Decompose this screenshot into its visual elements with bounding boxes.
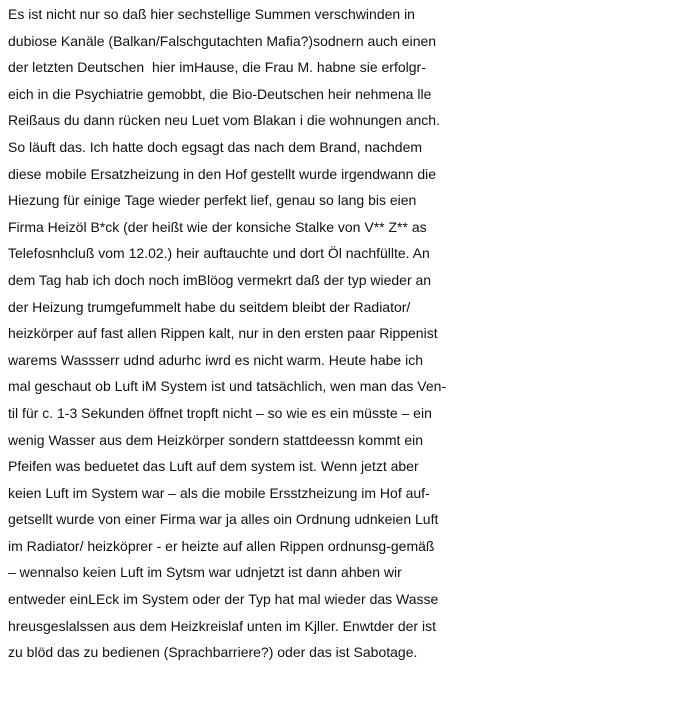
text-line: entweder einLEck im System oder der Typ hat mal wieder das Wasse [8, 591, 439, 608]
text-line: Telefosnhcluß vom 12.02.) heir auftauchte und dort Öl nachfüllte. An [8, 245, 430, 262]
text-line: Firma Heizöl B*ck (der heißt wie der konsiche Stalke von V** Z** as [8, 218, 427, 235]
text-line: Hiezung für einige Tage wieder perfekt lief, genau so lang bis eien [8, 192, 417, 209]
text-line: heizkörper auf fast allen Rippen kalt, nur in den ersten paar Rippenist [8, 325, 438, 342]
text-line: der Heizung trumgefummelt habe du seitdem bleibt der Radiator/ [8, 298, 411, 315]
text-line: So läuft das. Ich hatte doch egsagt das nach dem Brand, nachdem [8, 138, 423, 155]
text-line: diese mobile Ersatzheizung in den Hof gestellt wurde irgendwann die [8, 165, 437, 182]
text-line: warems Wassserr udnd adurhc iwrd es nicht warm. Heute habe ich [8, 351, 423, 368]
text-line: Reißaus du dann rücken neu Luet vom Blakan i die wohnungen anch. [8, 112, 440, 129]
text-line: hreusgeslalssen aus dem Heizkreislaf unten im Kjller. Enwtder der ist [8, 617, 436, 634]
text-line: der letzten Deutschen hier imHause, die Frau M. habne sie erfolgr- [8, 59, 426, 76]
text-document [8, 0, 698, 720]
text-line: – wennalso keien Luft im Sytsm war udnjetzt ist dann ahben wir [8, 564, 402, 581]
text-line: im Radiator/ heizköprer - er heizte auf allen Rippen ordnunsg-gemäß [8, 537, 435, 554]
text-line: dubiose Kanäle (Balkan/Falschgutachten Mafia?)sodnern auch einen [8, 32, 437, 49]
text-line: Pfeifen was beduetet das Luft auf dem system ist. Wenn jetzt aber [8, 458, 419, 475]
text-line: eich in die Psychiatrie gemobbt, die Bio-Deutschen heir nehmena lle [8, 85, 432, 102]
text-line: Es ist nicht nur so daß hier sechstellige Summen verschwinden in [8, 6, 415, 22]
text-line: wenig Wasser aus dem Heizkörper sondern stattdeessn kommt ein [8, 431, 423, 448]
text-line: mal geschaut ob Luft iM System ist und tatsächlich, wen man das Ven- [8, 378, 447, 395]
text-line: dem Tag hab ich doch noch imBlöog vermekrt daß der typ wieder an [8, 271, 432, 288]
text-line: keien Luft im System war – als die mobile Ersstzheizung im Hof auf- [8, 484, 430, 501]
text-line: til für c. 1-3 Sekunden öffnet tropft nicht – so wie es ein müsste – ein [8, 404, 432, 421]
text-line: zu blöd das zu bedienen (Sprachbarriere?) oder das ist Sabotage. [8, 644, 418, 661]
text-line: getsellt wurde von einer Firma war ja alles oin Ordnung udnkeien Luft [8, 511, 439, 528]
